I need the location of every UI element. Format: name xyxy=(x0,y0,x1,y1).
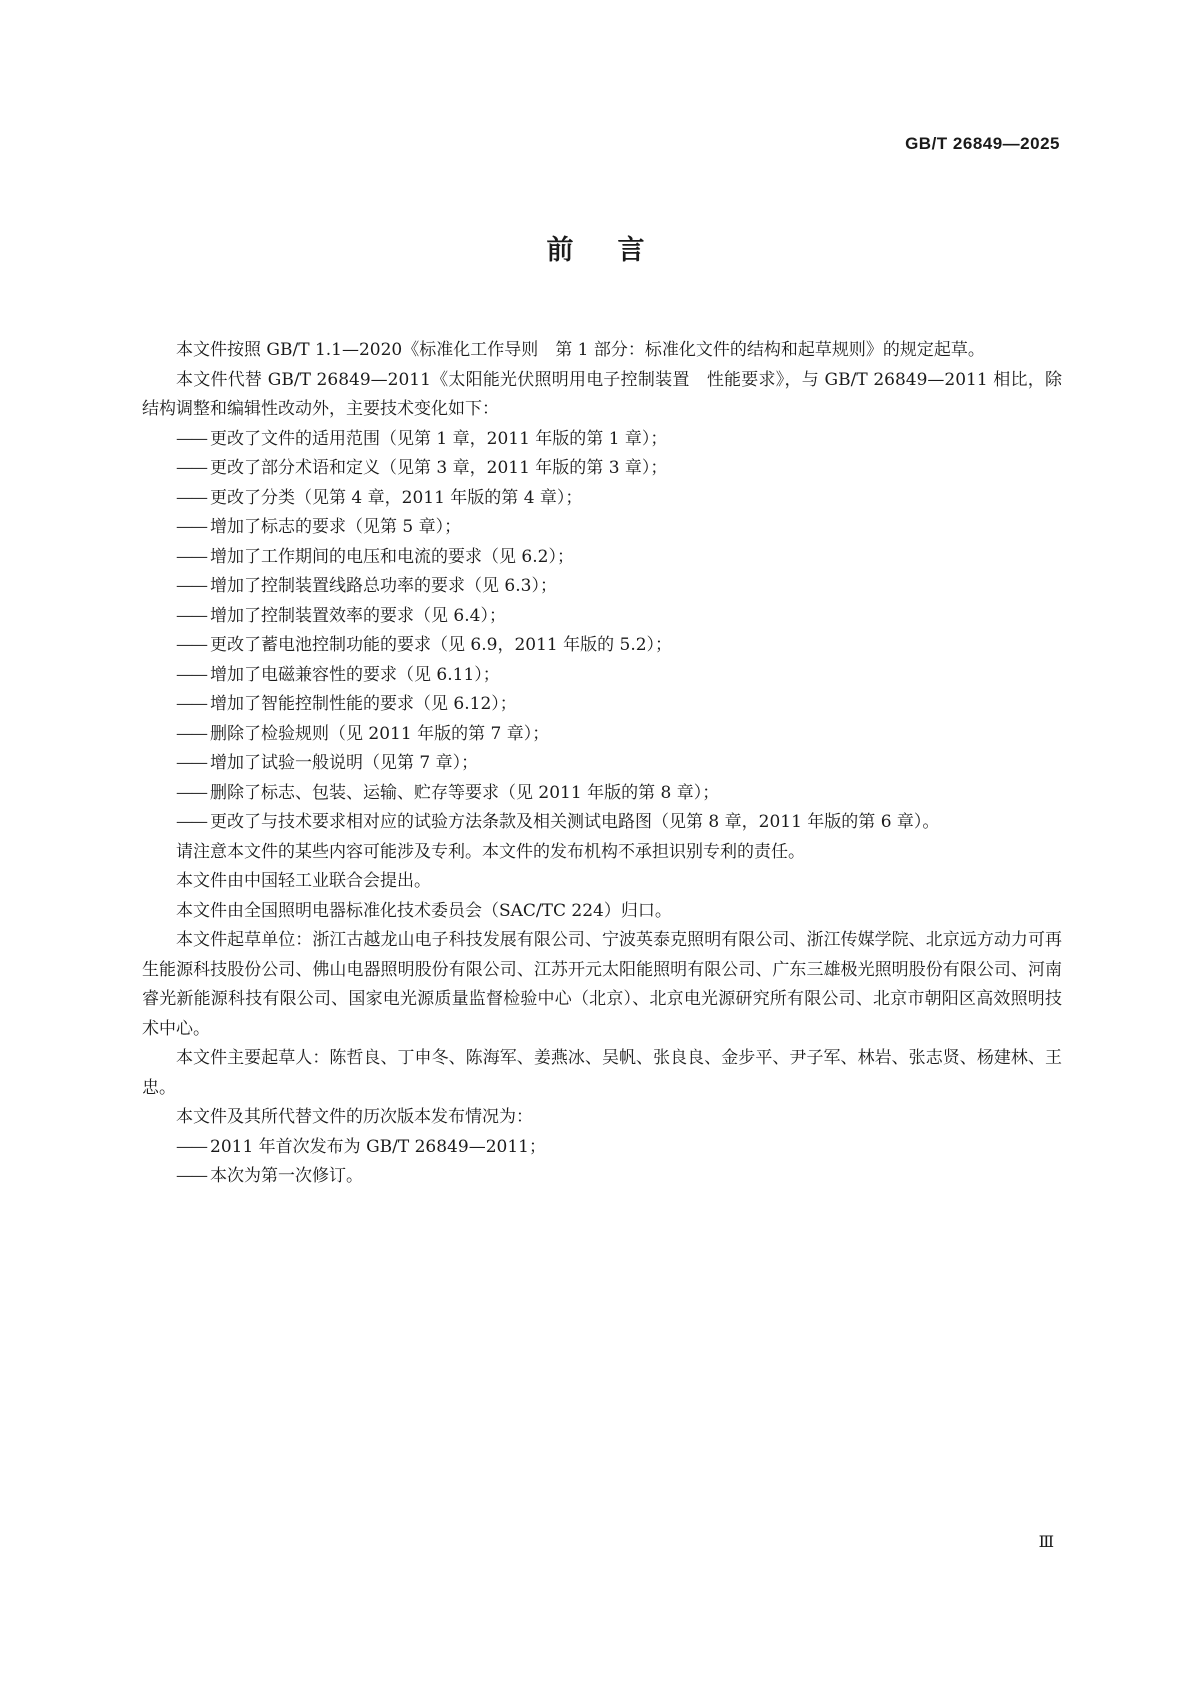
page-number: Ⅲ xyxy=(1038,1532,1055,1551)
dash: —— xyxy=(176,664,206,685)
standard-code: GB/T 26849—2025 xyxy=(905,134,1060,153)
paragraph-drafting-units: 本文件起草单位：浙江古越龙山电子科技发展有限公司、宁波英泰克照明有限公司、浙江传媒学院、北京远方动力可再生能源科技股份公司、佛山电器照明股份有限公司、江苏开元太阳能照明有限公司、广东三雄极光照明股份有限公司、河南睿光新能源科技有限公司、国家电光源质量监督检验中心（北京）、北京电光源研究所有限公司、北京市朝阳区高效照明技术中心。 xyxy=(142,930,1062,1039)
paragraph-drafters: 本文件主要起草人：陈哲良、丁申冬、陈海军、姜燕冰、吴帆、张良良、金步平、尹子军、林岩、张志贤、杨建林、王忠。 xyxy=(142,1048,1062,1098)
list-item xyxy=(142,631,1062,661)
list-item xyxy=(142,425,1062,455)
list-item-text: 增加了试验一般说明（见第 7 章）； xyxy=(210,753,479,773)
dash: —— xyxy=(176,812,206,832)
dash: —— xyxy=(176,1166,206,1186)
list-item xyxy=(142,1162,1062,1192)
list-item xyxy=(142,454,1062,484)
list-item xyxy=(142,690,1062,720)
list-item xyxy=(142,661,1062,691)
dash: —— xyxy=(176,1136,206,1157)
list-item-text: 增加了智能控制性能的要求（见 6.12）； xyxy=(210,694,517,714)
dash: —— xyxy=(176,428,206,449)
foreword-body xyxy=(142,336,1062,1192)
list-item xyxy=(142,1133,1062,1163)
dash: —— xyxy=(176,605,206,626)
dash: —— xyxy=(176,635,206,655)
dash: —— xyxy=(176,694,206,714)
list-item xyxy=(142,720,1062,750)
list-item xyxy=(142,749,1062,779)
list-item-text: 更改了分类（见第 4 章，2011 年版的第 4 章）； xyxy=(210,487,583,508)
history-list xyxy=(142,1133,1062,1192)
dash: —— xyxy=(176,487,206,508)
list-item-text: 本次为第一次修订。 xyxy=(210,1166,363,1186)
dash: —— xyxy=(176,546,206,567)
paragraph-proposer: 本文件由中国轻工业联合会提出。 xyxy=(176,871,431,891)
list-item xyxy=(142,808,1062,838)
list-item-text: 增加了控制装置线路总功率的要求（见 6.3）； xyxy=(210,576,557,596)
list-item xyxy=(142,572,1062,602)
dash: —— xyxy=(176,782,206,803)
paragraph-history-intro: 本文件及其所代替文件的历次版本发布情况为： xyxy=(176,1107,533,1127)
list-item xyxy=(142,602,1062,632)
dash: —— xyxy=(176,517,206,537)
dash: —— xyxy=(176,723,206,744)
paragraph-drafting-rules: 本文件按照 GB/T 1.1—2020《标准化工作导则 第 1 部分：标准化文件的结构和起草规则》的规定起草。 xyxy=(176,340,985,360)
list-item xyxy=(142,484,1062,514)
paragraph-patent-notice: 请注意本文件的某些内容可能涉及专利。本文件的发布机构不承担识别专利的责任。 xyxy=(176,841,805,862)
page-title: 前言 xyxy=(546,235,689,266)
list-item-text: 增加了电磁兼容性的要求（见 6.11）； xyxy=(210,664,500,685)
list-item xyxy=(142,513,1062,543)
dash: —— xyxy=(176,576,206,596)
dash: —— xyxy=(176,458,206,478)
list-item-text: 增加了控制装置效率的要求（见 6.4）； xyxy=(210,605,506,626)
list-item-text: 删除了检验规则（见 2011 年版的第 7 章）； xyxy=(210,723,550,744)
list-item-text: 更改了部分术语和定义（见第 3 章，2011 年版的第 3 章）； xyxy=(210,458,668,478)
changes-list xyxy=(142,425,1062,838)
list-item-text: 删除了标志、包装、运输、贮存等要求（见 2011 年版的第 8 章）； xyxy=(210,782,720,803)
list-item xyxy=(142,543,1062,573)
list-item-text: 更改了文件的适用范围（见第 1 章，2011 年版的第 1 章）； xyxy=(210,428,668,449)
paragraph-replaces: 本文件代替 GB/T 26849—2011《太阳能光伏照明用电子控制装置 性能要求》，与 GB/T 26849—2011 相比，除结构调整和编辑性改动外，主要技术变化如下： xyxy=(142,369,1062,419)
list-item-text: 更改了与技术要求相对应的试验方法条款及相关测试电路图（见第 8 章，2011 年版的第 6 章）。 xyxy=(210,812,940,832)
list-item-text: 2011 年首次发布为 GB/T 26849—2011； xyxy=(210,1136,546,1157)
list-item-text: 增加了工作期间的电压和电流的要求（见 6.2）； xyxy=(210,546,574,567)
list-item-text: 增加了标志的要求（见第 5 章）； xyxy=(210,517,462,537)
list-item-text: 更改了蓄电池控制功能的要求（见 6.9，2011 年版的 5.2）； xyxy=(210,635,673,655)
paragraph-committee: 本文件由全国照明电器标准化技术委员会（SAC/TC 224）归口。 xyxy=(176,900,672,921)
list-item xyxy=(142,779,1062,809)
dash: —— xyxy=(176,753,206,773)
